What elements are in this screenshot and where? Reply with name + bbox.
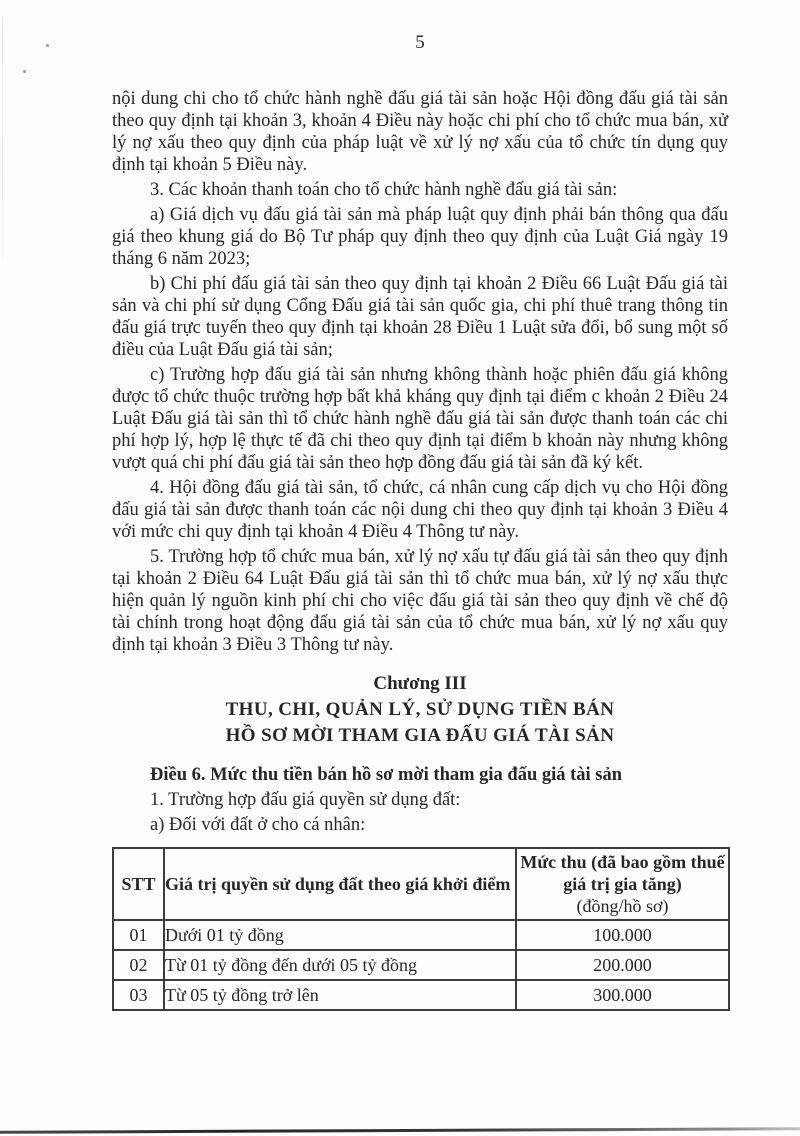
header-cell-fee: [516, 848, 729, 920]
chapter-title-line-1: THU, CHI, QUẢN LÝ, SỬ DỤNG TIỀN BÁN: [225, 699, 615, 720]
paragraph-point-a: a) Giá dịch vụ đấu giá tài sản mà pháp luật quy định phải bán thông qua đấu giá theo khung giá do Bộ Tư pháp quy định theo quy định của Luật Giá ngày 19 tháng 6 năm 2023;: [112, 205, 728, 269]
fee-table-header-row: [113, 848, 729, 920]
chapter-title-line-2: HỒ SƠ MỜI THAM GIA ĐẤU GIÁ TÀI SẢN: [225, 725, 615, 746]
cell-fee: 100.000: [516, 920, 729, 950]
table-row: [113, 920, 729, 950]
article-6-clause-1: 1. Trường hợp đấu giá quyền sử dụng đất:: [150, 790, 461, 810]
cell-stt: 01: [113, 920, 164, 950]
cell-fee: 200.000: [516, 950, 729, 980]
cell-description: Từ 01 tỷ đồng đến dưới 05 tỷ đồng: [164, 950, 516, 980]
article-6-point-a: a) Đối với đất ở cho cá nhân:: [150, 815, 366, 835]
header-cell-description: Giá trị quyền sử dụng đất theo giá khởi điểm: [164, 848, 516, 920]
chapter-heading: [112, 671, 728, 749]
paragraph-point-c: c) Trường hợp đấu giá tài sản nhưng không thành hoặc phiên đấu giá không được tổ chức thuộc trường hợp bất khả kháng quy định tại điểm c khoản 2 Điều 24 Luật Đấu giá tài sản thì tổ chức hành nghề đấu giá tài sản được thanh toán các chi phí hợp lý, hợp lệ thực tế đã chi theo quy định tại điểm b khoản này nhưng không vượt quá chi phí đấu giá tài sản theo hợp đồng đấu giá tài sản đã ký kết.: [112, 365, 728, 473]
page-content: [112, 88, 728, 1011]
scan-speck: [23, 70, 26, 73]
paragraph-clause-3: 3. Các khoản thanh toán cho tổ chức hành nghề đấu giá tài sản:: [150, 180, 618, 200]
paragraph-continuation: nội dung chi cho tổ chức hành nghề đấu giá tài sản hoặc Hội đồng đấu giá tài sản theo quy định tại khoản 3, khoản 4 Điều này hoặc chi phí cho tổ chức mua bán, xử lý nợ xấu theo quy định của pháp luật về xử lý nợ xấu của tổ chức tín dụng quy định tại khoản 5 Điều này.: [112, 89, 728, 175]
cell-description: Từ 05 tỷ đồng trở lên: [164, 980, 516, 1010]
table-row: [113, 980, 729, 1010]
scan-edge-artifact: [2, 18, 3, 258]
scan-bottom-edge-artifact: [0, 1127, 800, 1134]
fee-table: [112, 847, 730, 1011]
table-row: [113, 950, 729, 980]
cell-stt: 03: [113, 980, 164, 1010]
cell-stt: 02: [113, 950, 164, 980]
scan-speck: [46, 44, 49, 47]
cell-description: Dưới 01 tỷ đồng: [164, 920, 516, 950]
page-number: 5: [415, 32, 425, 53]
cell-fee: 300.000: [516, 980, 729, 1010]
paragraph-clause-5: 5. Trường hợp tổ chức mua bán, xử lý nợ xấu tự đấu giá tài sản theo quy định tại khoản 2 Điều 64 Luật Đấu giá tài sản thì tổ chức mua bán, xử lý nợ xấu thực hiện quản lý nguồn kinh phí chi cho việc đấu giá tài sản theo quy định về chế độ tài chính trong hoạt động đấu giá tài sản của tổ chức mua bán, xử lý nợ xấu quy định tại khoản 3 Điều 3 Thông tư này.: [112, 547, 728, 655]
paragraph-point-b: b) Chi phí đấu giá tài sản theo quy định tại khoản 2 Điều 66 Luật Đấu giá tài sản và chi phí sử dụng Cổng Đấu giá tài sản quốc gia, chi phí thuê trang thông tin đấu giá trực tuyến theo quy định tại khoản 28 Điều 1 Luật sửa đổi, bổ sung một số điều của Luật Đấu giá tài sản;: [112, 274, 728, 360]
paragraph-clause-4: 4. Hội đồng đấu giá tài sản, tổ chức, cá nhân cung cấp dịch vụ cho Hội đồng đấu giá tài sản được thanh toán các nội dung chi theo quy định tại khoản 3 Điều 4 với mức chi quy định tại khoản 4 Điều 4 Thông tư này.: [112, 478, 728, 542]
header-fee-title: Mức thu (đã bao gồm thuế giá trị gia tăng): [520, 852, 725, 894]
chapter-label: Chương III: [373, 673, 467, 694]
header-fee-unit: (đồng/hồ sơ): [576, 896, 669, 916]
article-6-heading: Điều 6. Mức thu tiền bán hồ sơ mời tham gia đấu giá tài sản: [150, 765, 623, 785]
header-cell-stt: STT: [113, 848, 164, 920]
